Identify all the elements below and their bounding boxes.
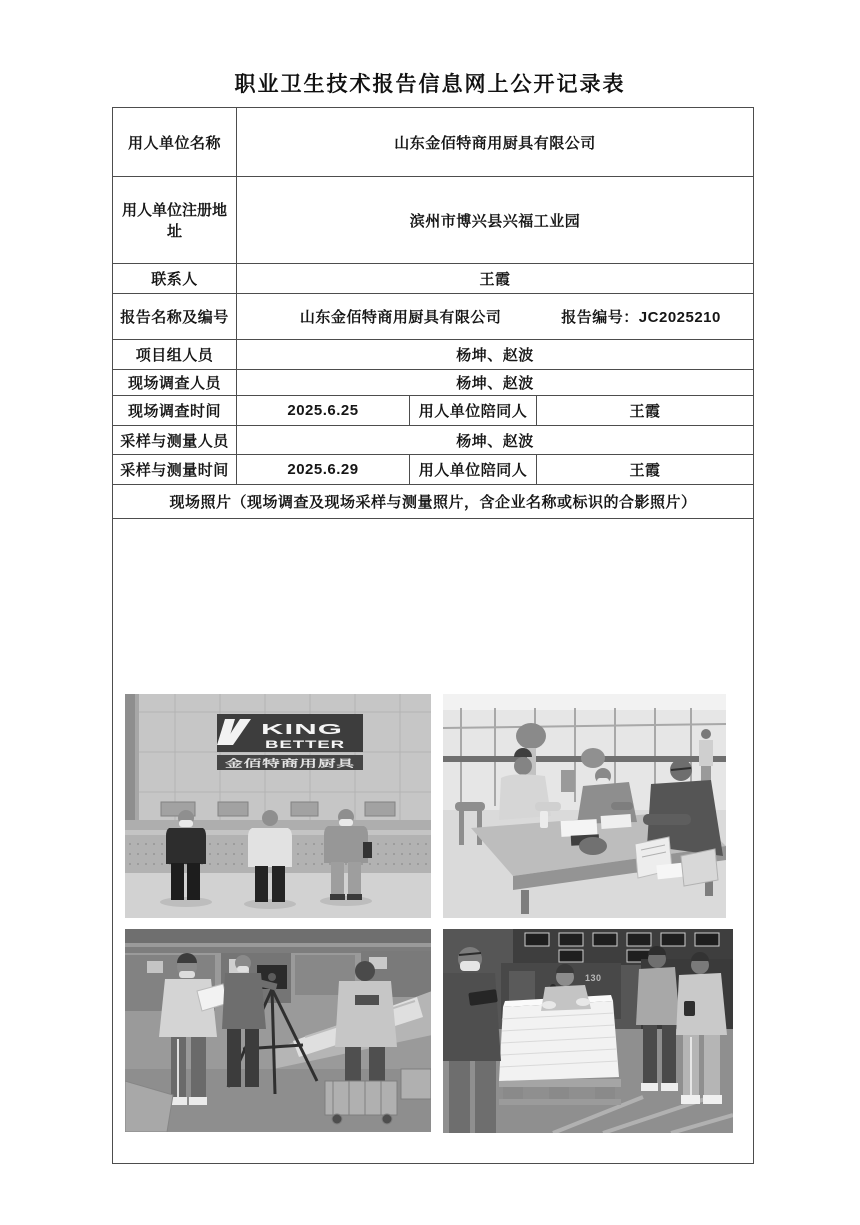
row-registered-address bbox=[113, 177, 754, 264]
sampling-escort-name: 王霞 bbox=[537, 455, 754, 485]
sampling-time-date: 2025.6.29 bbox=[237, 455, 410, 485]
project-team-label: 项目组人员 bbox=[113, 340, 237, 370]
ceiling bbox=[443, 694, 726, 710]
pallet bbox=[499, 1079, 621, 1105]
report-number: 报告编号：JC2025210 bbox=[561, 309, 721, 326]
photo-panel-stack-inspection bbox=[443, 929, 733, 1133]
sign-text-better: BETTER bbox=[265, 739, 345, 751]
sign-text-chinese: 金佰特商用厨具 bbox=[225, 759, 299, 770]
photos-cell bbox=[113, 519, 754, 1164]
photo-group-kingbetter-wall-image bbox=[125, 694, 431, 918]
report-name: 山东金佰特商用厨具有限公司 bbox=[299, 309, 502, 326]
photo-meeting-table bbox=[443, 694, 726, 918]
photos-header: 现场照片（现场调查及现场采样与测量照片，含企业名称或标识的合影照片） bbox=[113, 485, 754, 519]
survey-time-date: 2025.6.25 bbox=[237, 396, 410, 426]
survey-time-label: 现场调查时间 bbox=[113, 396, 237, 426]
row-photos-header bbox=[113, 485, 754, 519]
sampling-time-label: 采样与测量时间 bbox=[113, 455, 237, 485]
project-team-value: 杨坤、赵波 bbox=[237, 340, 754, 370]
survey-escort-name: 王霞 bbox=[537, 396, 754, 426]
king-better-sign bbox=[217, 714, 363, 770]
photo-group-kingbetter-wall bbox=[125, 694, 431, 918]
row-project-team bbox=[113, 340, 754, 370]
contact-value: 王霞 bbox=[237, 264, 754, 294]
machine-number-label: 130 bbox=[585, 973, 602, 983]
row-sampling-time bbox=[113, 455, 754, 485]
trash-bin bbox=[561, 770, 575, 792]
record-table bbox=[112, 107, 754, 1164]
page-title: 职业卫生技术报告信息网上公开记录表 bbox=[234, 73, 626, 96]
ceiling-beam bbox=[125, 929, 431, 943]
row-photos bbox=[113, 519, 754, 1164]
row-report-name-number bbox=[113, 294, 754, 340]
registered-address-label: 用人单位注册地址 bbox=[113, 177, 237, 264]
registered-address-value: 滨州市博兴县兴福工业园 bbox=[237, 177, 754, 264]
survey-staff-value: 杨坤、赵波 bbox=[237, 370, 754, 396]
report-value-cell bbox=[237, 294, 754, 340]
photo-meeting-table-image bbox=[443, 694, 726, 918]
contact-label: 联系人 bbox=[113, 264, 237, 294]
employer-name-value: 山东金佰特商用厨具有限公司 bbox=[237, 108, 754, 177]
photo-panel-stack-inspection-image bbox=[443, 929, 733, 1133]
employer-name-label: 用人单位名称 bbox=[113, 108, 237, 177]
sampling-escort-label: 用人单位陪同人 bbox=[410, 455, 537, 485]
sign-text-king: KING bbox=[261, 721, 343, 738]
row-sampling-staff bbox=[113, 426, 754, 455]
photo-workshop-tripod-image bbox=[125, 929, 431, 1132]
row-employer-name bbox=[113, 108, 754, 177]
row-survey-time bbox=[113, 396, 754, 426]
sampling-staff-label: 采样与测量人员 bbox=[113, 426, 237, 455]
row-contact bbox=[113, 264, 754, 294]
survey-escort-label: 用人单位陪同人 bbox=[410, 396, 537, 426]
row-survey-staff bbox=[113, 370, 754, 396]
sampling-staff-value: 杨坤、赵波 bbox=[237, 426, 754, 455]
report-label: 报告名称及编号 bbox=[113, 294, 237, 340]
survey-staff-label: 现场调查人员 bbox=[113, 370, 237, 396]
photo-workshop-tripod bbox=[125, 929, 431, 1132]
